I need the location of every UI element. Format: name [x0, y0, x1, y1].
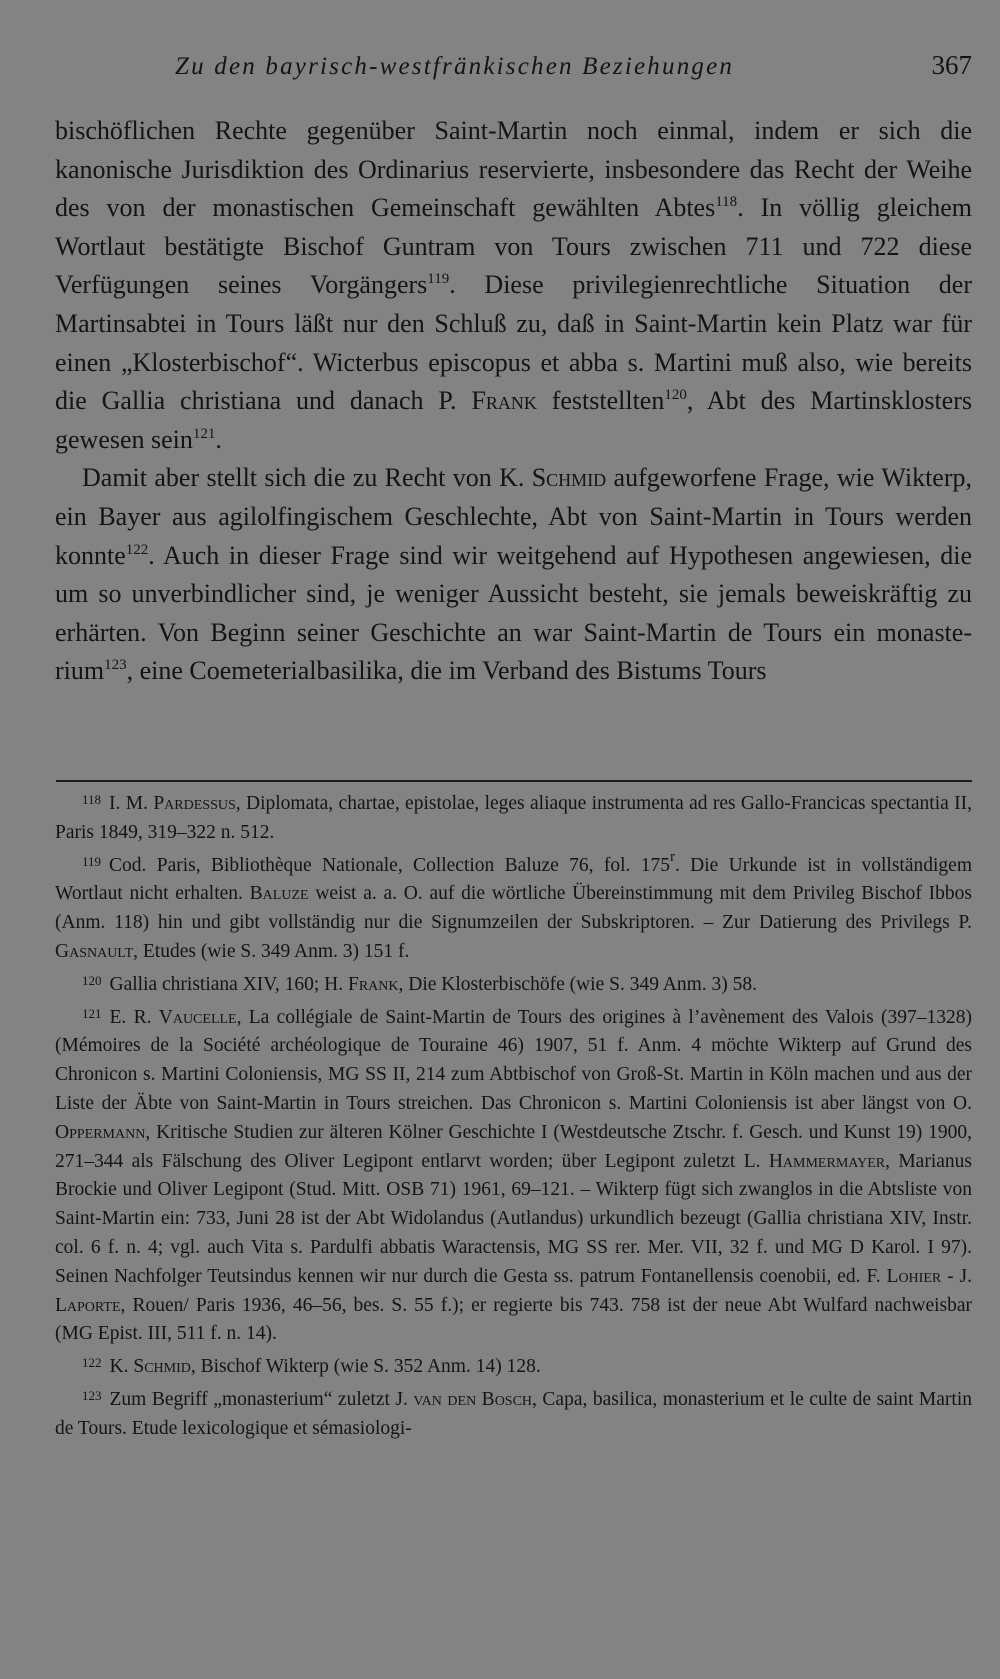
text-run: aufgeworfene Frage, wie Wikterp, ein Bayer aus agilolfingischem Geschlechte, Abt von Saint-Martin in Tours werden konnte	[55, 463, 972, 570]
footnote-ref: 122	[125, 541, 149, 558]
author-name: Pardessus	[153, 793, 236, 814]
text-run: , eine Coemeterialbasilika, die im Verband des Bistums Tours	[126, 656, 767, 686]
text-run: .	[215, 424, 222, 454]
footnote-number: 121	[82, 1005, 102, 1021]
text-run: weist a. a. O. auf die wörtliche Übereinstimmung mit dem Privileg Bischof Ibbos (Anm. 118) hin und gibt vollständig nur die Signumzeilen der Subskriptoren. – Zur Datierung des Privilegs P.	[55, 883, 973, 934]
footnote-ref: 118	[715, 194, 738, 211]
footnote-118	[55, 786, 972, 848]
text-run: Cod. Paris, Bibliothèque Nationale, Collection Baluze 76, fol. 175	[109, 854, 670, 876]
text-run: bischöflichen Rechte gegenüber Saint-Martin noch einmal, indem er sich die kanonische Jurisdiktion des Ordinarius reservierte, insbesondere das Recht der Weihe des von der monastischen Gemeinschaft gewählten Abtes	[55, 116, 972, 223]
author-name: Baluze	[249, 883, 309, 905]
text-run: . Auch in dieser Frage sind wir weitgehend auf Hypothesen angewiesen, die um so unverbindlicher sind, je weniger Aussicht besteht, sie jemals beweiskräftig zu erhärten. Von Beginn seiner Geschichte an war Saint-Martin de Tours ein monasterium	[55, 540, 972, 686]
footnote-119	[55, 848, 972, 967]
text-run: , Capa, basilica, monasterium et le culte de saint Martin de Tours. Etude lexicologique et sémasiologi-	[55, 1388, 973, 1439]
text-run: , Diplomata, chartae, epistolae, leges aliaque instrumenta ad res Gallo-Francicas spectantia II, Paris 1849, 319–322 n. 512.	[55, 793, 972, 843]
author-name: Schmid	[531, 463, 607, 493]
main-text	[55, 112, 972, 691]
footnote-number: 123	[82, 1387, 102, 1403]
author-name: Schmid	[133, 1356, 191, 1378]
text-run: , Rouen/ Paris 1936, 46–56, bes. S. 55 f.); er regierte bis 743. 758 ist der neue Abt Wulfard nachweisbar (MG Epist. III, 511 f. n. 14).	[55, 1294, 972, 1345]
footnote-121	[55, 1000, 972, 1350]
author-name: Gasnault	[55, 940, 134, 962]
text-run: , Kritische Studien zur älteren Kölner Geschichte I (Westdeutsche Ztschr. f. Gesch. und Kunst 19) 1900, 271–344 als Fälschung des Oliver Legipont entlarvt worden; über Legipont zuletzt L.	[55, 1121, 972, 1172]
paragraph-2	[55, 459, 972, 691]
footnote-122	[55, 1349, 972, 1382]
footnotes	[55, 786, 972, 1444]
author-name: Frank	[347, 973, 399, 995]
author-name: Hammermayer	[768, 1150, 886, 1172]
author-name: Vaucelle	[158, 1006, 237, 1028]
text-run: , Etudes (wie S. 349 Anm. 3) 151 f.	[133, 940, 410, 962]
text-run: E. R.	[109, 1006, 159, 1028]
footnote-ref: 123	[104, 657, 127, 674]
text-run: Gallia christiana XIV, 160; H.	[109, 973, 348, 995]
text-run: Damit aber stellt sich die zu Recht von K.	[82, 463, 532, 493]
text-run: . In völlig gleichem Wortlaut bestätigte Bischof Guntram von Tours zwischen 711 und 722 diese Verfügungen seines Vorgängers	[55, 193, 973, 300]
text-run: , Marianus Brockie und Oliver Legipont (Stud. Mitt. OSB 71) 1961, 69–121. – Wikterp fügt sich zwanglos in die Abtsliste von Saint-Martin ein: 733, Juni 28 ist der Abt Widolandus (Autlandus) urkundlich bezeugt (Gallia christiana XIV, Instr. col. 6 f. n. 4; vgl. auch Vita s. Pardulfi abbatis Waractensis, MG SS rer. Mer. VII, 32 f. und MG D Karol. I 97). Seinen Nachfolger Teutsindus kennen wir nur durch die Gesta ss. patrum Fontanellensis coenobii, ed. F.	[55, 1150, 972, 1287]
text-run: . Die Urkunde ist in vollständigem Wortlaut nicht erhalten.	[55, 854, 972, 905]
text-run: I. M.	[109, 793, 154, 814]
text-run: feststellten	[536, 386, 665, 416]
footnote-number: 122	[82, 1355, 102, 1371]
footnote-divider	[56, 780, 972, 782]
footnote-ref: 121	[192, 425, 216, 442]
author-name: Oppermann	[55, 1121, 146, 1143]
footnote-number: 118	[82, 792, 102, 807]
page-number: 367	[931, 50, 972, 80]
text-run: - J.	[941, 1265, 972, 1287]
text-run: Zum Begriff „monasterium“ zuletzt J.	[109, 1388, 414, 1410]
footnote-123	[55, 1382, 972, 1444]
text-run: , Die Klosterbischöfe (wie S. 349 Anm. 3) 58.	[398, 973, 758, 995]
superscript: r	[669, 848, 675, 865]
footnote-number: 120	[82, 972, 102, 988]
paragraph-1	[55, 112, 972, 459]
author-name: Lohier	[886, 1265, 942, 1287]
text-run: K.	[109, 1356, 134, 1378]
author-name: van den Bosch	[413, 1388, 533, 1410]
running-head	[55, 50, 972, 81]
footnote-ref: 120	[664, 387, 687, 404]
footnote-120	[55, 967, 972, 1000]
text-run: , Abt des Martinsklosters gewesen sein	[55, 386, 972, 454]
author-name: Laporte	[55, 1294, 121, 1316]
text-run: , La collégiale de Saint-Martin de Tours des origines à l’avènement des Valois (397–1328) (Mémoires de la Société archéologique de Touraine 46) 1907, 51 f. Anm. 4 möchte Wikterp auf Grund des Chronicon s. Martini Coloniensis, MG SS II, 214 zum Abtbischof von Groß-St. Martin in Köln machen und aus der Liste der Äbte von Saint-Martin in Tours streichen. Das Chronicon s. Martini Coloniensis ist aber längst von O.	[55, 1006, 972, 1114]
text-run: . Diese privilegienrechtliche Situation der Martinsabtei in Tours läßt nur den Schluß zu, daß in Saint-Martin kein Platz war für einen „Klosterbischof“. Wicterbus episcopus et abba s. Martini muß also, wie bereits die Gallia christiana und danach P.	[55, 270, 972, 416]
footnote-ref: 119	[427, 271, 450, 288]
text-run: , Bischof Wikterp (wie S. 352 Anm. 14) 128.	[190, 1356, 541, 1378]
footnote-number: 119	[82, 853, 102, 869]
author-name: Frank	[471, 386, 537, 416]
running-title: Zu den bayrisch-westfränkischen Beziehungen	[175, 53, 735, 80]
